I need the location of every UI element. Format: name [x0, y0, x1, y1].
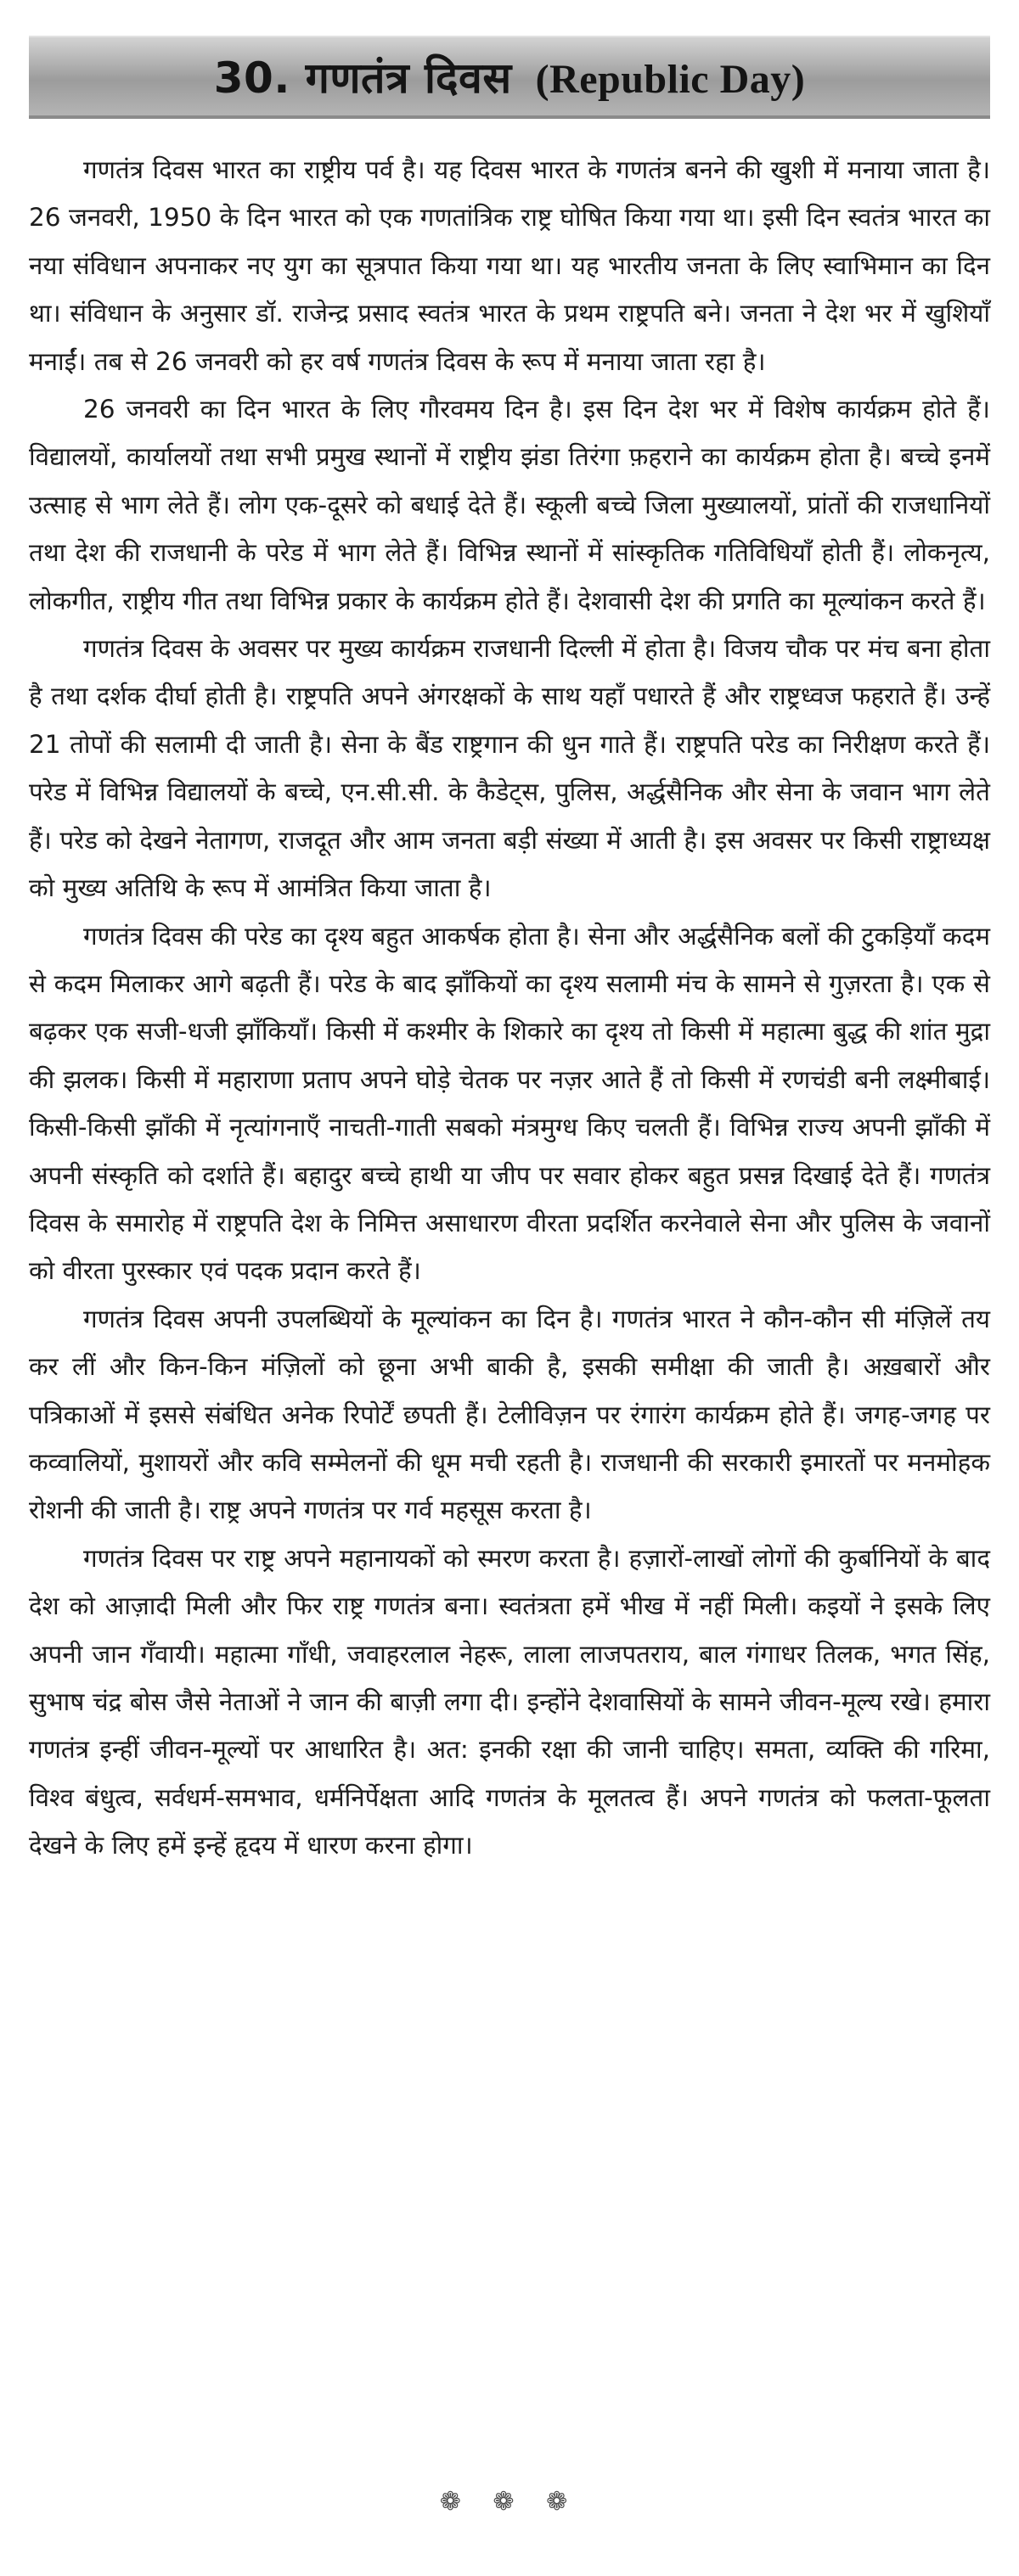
paragraph-6: गणतंत्र दिवस पर राष्ट्र अपने महानायकों को स्मरण करता है। हज़ारों-लाखों लोगों की कुर्बानियों के बाद देश को आज़ादी मिली और फिर राष्ट्र गणतंत्र बना। स्वतंत्रता हमें भीख में नहीं मिली। कइयों ने इसके लिए अपनी जान गँवायी। महात्मा गाँधी, जवाहरलाल नेहरू, लाला लाजपतराय, बाल गंगाधर तिलक, भगत सिंह, सुभाष चंद्र बोस जैसे नेताओं ने जान की बाज़ी लगा दी। इन्होंने देशवासियों के सामने जीवन-मूल्य रखे। हमारा गणतंत्र इन्हीं जीवन-मूल्यों पर आधारित है। अत: इनकी रक्षा की जानी चाहिए। समता, व्यक्ति की गरिमा, विश्व बंधुत्व, सर्वधर्म-समभाव, धर्मनिर्पेक्षता आदि गणतंत्र के मूलतत्व हैं। अपने गणतंत्र को फलता-फूलता देखने के लिए हमें इन्हें हृदय में धारण करना होगा।	[29, 1543, 990, 1860]
paragraph-4: गणतंत्र दिवस की परेड का दृश्य बहुत आकर्षक होता है। सेना और अर्द्धसैनिक बलों की टुकड़ियाँ कदम से कदम मिलाकर आगे बढ़ती हैं। परेड के बाद झाँकियों का दृश्य सलामी मंच के सामने से गुज़रता है। एक से बढ़कर एक सजी-धजी झाँकियाँ। किसी में कश्मीर के शिकारे का दृश्य तो किसी में महात्मा बुद्ध की शांत मुद्रा की झलक। किसी में महाराणा प्रताप अपने घोड़े चेतक पर नज़र आते हैं तो किसी में रणचंडी बनी लक्ष्मीबाई। किसी-किसी झाँकी में नृत्यांगनाएँ नाचती-गाती सबको मंत्रमुग्ध किए चलती हैं। विभिन्न राज्य अपनी झाँकी में अपनी संस्कृति को दर्शाते हैं। बहादुर बच्चे हाथी या जीप पर सवार होकर बहुत प्रसन्न दिखाई देते हैं। गणतंत्र दिवस के समारोह में राष्ट्रपति देश के निमित्त असाधारण वीरता प्रदर्शित करनेवाले सेना और पुलिस के जवानों को वीरता पुरस्कार एवं पदक प्रदान करते हैं।	[29, 921, 990, 1286]
essay-body	[29, 146, 990, 1870]
title-hindi: गणतंत्र दिवस	[305, 53, 512, 103]
flower-ornament-icon: ❁ ❁ ❁	[439, 2487, 580, 2517]
title-english: (Republic Day)	[535, 57, 806, 102]
title-banner	[29, 36, 990, 119]
paragraph-3: गणतंत्र दिवस के अवसर पर मुख्य कार्यक्रम राजधानी दिल्ली में होता है। विजय चौक पर मंच बना होता है तथा दर्शक दीर्घा होती है। राष्ट्रपति अपने अंगरक्षकों के साथ यहाँ पधारते हैं और राष्ट्रध्वज फहराते हैं। उन्हें 21 तोपों की सलामी दी जाती है। सेना के बैंड राष्ट्रगान की धुन गाते हैं। राष्ट्रपति परेड का निरीक्षण करते हैं। परेड में विभिन्न विद्यालयों के बच्चे, एन.सी.सी. के कैडेट्स, पुलिस, अर्द्धसैनिक और सेना के जवान भाग लेते हैं। परेड को देखने नेतागण, राजदूत और आम जनता बड़ी संख्या में आती है। इस अवसर पर किसी राष्ट्राध्यक्ष को मुख्य अतिथि के रूप में आमंत्रित किया जाता है।	[29, 634, 990, 903]
paragraph-1: गणतंत्र दिवस भारत का राष्ट्रीय पर्व है। यह दिवस भारत के गणतंत्र बनने की खुशी में मनाया जाता है। 26 जनवरी, 1950 के दिन भारत को एक गणतांत्रिक राष्ट्र घोषित किया गया था। इसी दिन स्वतंत्र भारत का नया संविधान अपनाकर नए युग का सूत्रपात किया गया था। यह भारतीय जनता के लिए स्वाभिमान का दिन था। संविधान के अनुसार डॉ. राजेन्द्र प्रसाद स्वतंत्र भारत के प्रथम राष्ट्रपति बने। जनता ने देश भर में खुशियाँ मनाईं। तब से 26 जनवरी को हर वर्ष गणतंत्र दिवस के रूप में मनाया जाता रहा है।	[29, 155, 990, 376]
chapter-number: 30.	[213, 53, 290, 103]
page-title	[214, 48, 806, 105]
paragraph-2: 26 जनवरी का दिन भारत के लिए गौरवमय दिन है। इस दिन देश भर में विशेष कार्यक्रम होते हैं। विद्यालयों, कार्यालयों तथा सभी प्रमुख स्थानों में राष्ट्रीय झंडा तिरंगा फ़हराने का कार्यक्रम होता है। बच्चे इनमें उत्साह से भाग लेते हैं। लोग एक-दूसरे को बधाई देते हैं। स्कूली बच्चे जिला मुख्यालयों, प्रांतों की राजधानियों तथा देश की राजधानी के परेड में भाग लेते हैं। विभिन्न स्थानों में सांस्कृतिक गतिविधियाँ होती हैं। लोकनृत्य, लोकगीत, राष्ट्रीय गीत तथा विभिन्न प्रकार के कार्यक्रम होते हैं। देशवासी देश की प्रगति का मूल्यांकन करते हैं।	[29, 395, 990, 615]
paragraph-5: गणतंत्र दिवस अपनी उपलब्धियों के मूल्यांकन का दिन है। गणतंत्र भारत ने कौन-कौन सी मंज़िलें तय कर लीं और किन-किन मंज़िलों को छूना अभी बाकी है, इसकी समीक्षा की जाती है। अख़बारों और पत्रिकाओं में इससे संबंधित अनेक रिपोर्टें छपती हैं। टेलीविज़न पर रंगारंग कार्यक्रम होते हैं। जगह-जगह पर कव्वालियों, मुशायरों और कवि सम्मेलनों की धूम मची रहती है। राजधानी की सरकारी इमारतों पर मनमोहक रोशनी की जाती है। राष्ट्र अपने गणतंत्र पर गर्व महसूस करता है।	[29, 1304, 990, 1525]
